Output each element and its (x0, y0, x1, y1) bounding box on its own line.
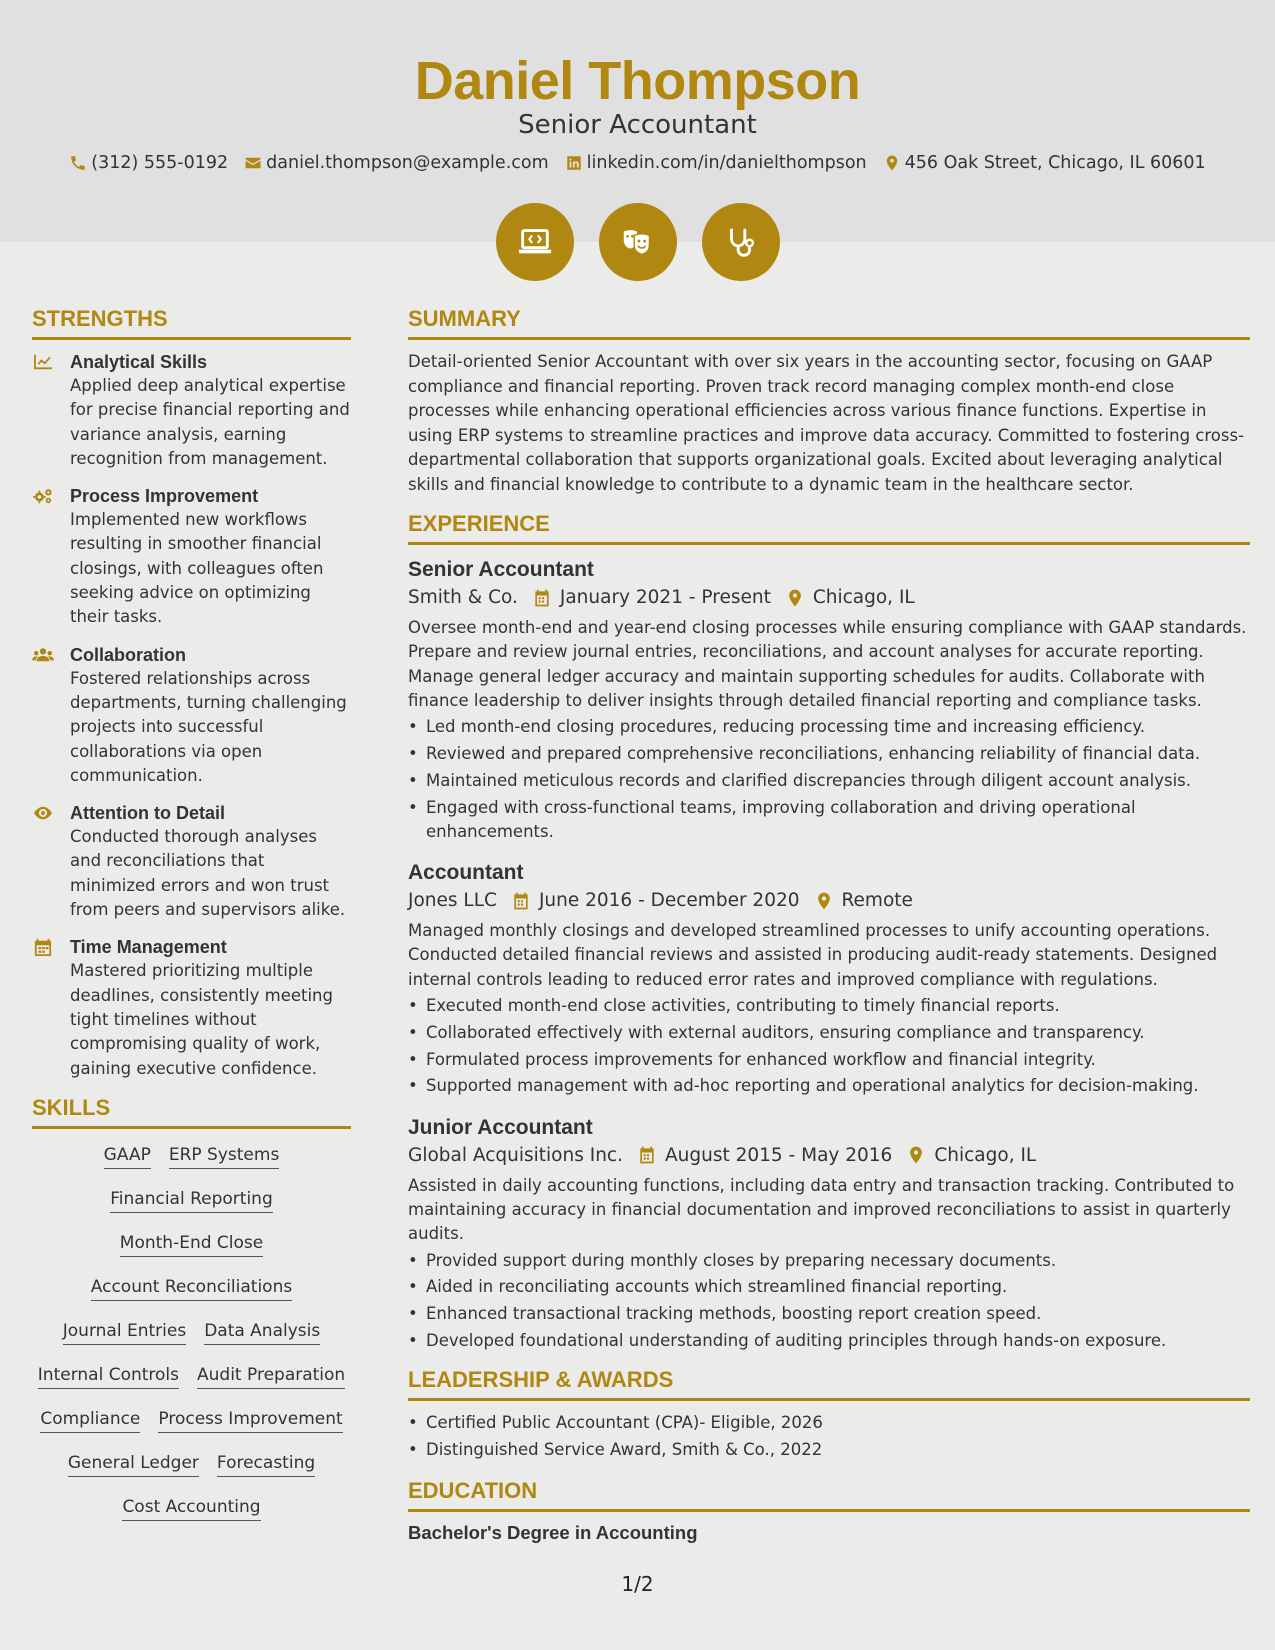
strength-desc: Implemented new workflows resulting in smoother financial closings, with colleagues often seeking advice on optimizing their tasks. (70, 510, 324, 627)
summary-heading: SUMMARY (408, 306, 1250, 340)
calendar-icon (511, 891, 531, 911)
education-heading: EDUCATION (408, 1478, 1250, 1512)
bullet-item: • Engaged with cross-functional teams, improving collaboration and driving operational enhancements. (408, 796, 1250, 845)
summary-text: Detail-oriented Senior Accountant with over six years in the accounting sector, focusing on GAAP compliance and financial reporting. Proven track record managing complex month-end close processes while enhancing operational efficiencies across various finance functions. Expertise in using ERP systems to streamline practices and improve data accuracy. Committed to fostering cross-departmental collaboration that supports organizational goals. Excited about leveraging analytical skills and financial knowledge to contribute to a dynamic team in the healthcare sector. (408, 352, 1245, 494)
bullet-item: • Provided support during monthly closes by preparing necessary documents. (408, 1249, 1250, 1273)
job-description: Oversee month-end and year-end closing processes while ensuring compliance with GAAP standards. Prepare and review journal entries, reconciliations, and account analyses for accurate reporting. Manage general ledger accuracy and maintain supporting schedules for audits. Collaborate with finance leadership to deliver insights through detailed financial reporting and compliance tasks. (408, 618, 1247, 710)
theater-masks-icon (619, 223, 657, 261)
skill-tag: Cost Accounting (122, 1497, 260, 1521)
award-item: • Distinguished Service Award, Smith & Co., 2022 (408, 1438, 1250, 1462)
interest-circle (702, 203, 780, 281)
page-number: 1/2 (621, 1572, 654, 1596)
strength-desc: Fostered relationships across departments, turning challenging projects into successful collaborations via open communication. (70, 668, 347, 785)
interest-icons (0, 203, 1275, 281)
skill-tag: ERP Systems (169, 1145, 279, 1169)
skill-tag: Internal Controls (38, 1365, 179, 1389)
strengths-heading: STRENGTHS (32, 306, 351, 340)
strength-title: Process Improvement (70, 486, 259, 507)
left-column (32, 306, 351, 1521)
contact-email[interactable] (244, 153, 548, 173)
job-entry (408, 1113, 1250, 1354)
skill-tag: Audit Preparation (197, 1365, 345, 1389)
strength-desc: Conducted thorough analyses and reconciliations that minimized errors and won trust from peers and supervisors alike. (70, 827, 346, 920)
chart-line-icon (32, 353, 54, 371)
awards-list (408, 1411, 1250, 1462)
strength-title: Attention to Detail (70, 803, 225, 824)
job-location: Remote (841, 890, 913, 912)
skill-tag: Process Improvement (158, 1409, 342, 1433)
interest-circle (496, 203, 574, 281)
users-icon (32, 646, 54, 664)
skill-tag: Month-End Close (120, 1233, 263, 1257)
contact-row (0, 153, 1275, 173)
linkedin-icon (565, 154, 583, 172)
skill-tag: Compliance (40, 1409, 140, 1433)
phone-icon (69, 154, 87, 172)
contact-address (883, 153, 1206, 173)
job-title: Senior Accountant (408, 558, 594, 581)
bullet-item: • Executed month-end close activities, contributing to timely financial reports. (408, 994, 1250, 1018)
laptop-code-icon (516, 223, 554, 261)
job-description: Assisted in daily accounting functions, including data entry and transaction tracking. Contributed to maintaining accuracy in financial documentation and improved reconciliations to assist in quarterly audits. (408, 1175, 1235, 1244)
contact-phone[interactable] (69, 153, 228, 173)
skill-tag: Journal Entries (63, 1321, 186, 1345)
bullet-item: • Enhanced transactional tracking methods, boosting report creation speed. (408, 1302, 1250, 1326)
strength-desc: Applied deep analytical expertise for precise financial reporting and variance analysis, earning recognition from management. (70, 376, 350, 468)
job-entry (408, 555, 1250, 844)
candidate-name: Daniel Thompson (414, 51, 861, 111)
job-location: Chicago, IL (812, 587, 915, 608)
eye-icon (32, 804, 54, 822)
bullet-item: • Formulated process improvements for enhanced workflow and financial integrity. (408, 1048, 1250, 1072)
bullet-item: • Led month-end closing procedures, reducing processing time and increasing efficiency. (408, 715, 1250, 739)
bullet-item: • Supported management with ad-hoc reporting and operational analytics for decision-making. (408, 1074, 1250, 1098)
strength-title: Collaboration (70, 644, 186, 665)
contact-linkedin-text: linkedin.com/in/danielthompson (586, 153, 867, 173)
bullet-item: • Aided in reconciliating accounts which streamlined financial reporting. (408, 1275, 1250, 1299)
strength-title: Time Management (70, 937, 227, 958)
job-dates: January 2021 - Present (559, 587, 771, 608)
contact-linkedin[interactable] (565, 153, 867, 173)
job-bullets (408, 994, 1250, 1099)
skill-tag: GAAP (104, 1145, 151, 1169)
bullet-item: • Reviewed and prepared comprehensive reconciliations, enhancing reliability of financial data. (408, 742, 1250, 766)
awards-heading: LEADERSHIP & AWARDS (408, 1367, 1250, 1401)
job-title: Junior Accountant (408, 1115, 593, 1139)
contact-address-text: 456 Oak Street, Chicago, IL 60601 (904, 153, 1206, 173)
skill-tag: Data Analysis (204, 1321, 320, 1345)
skills-heading: SKILLS (32, 1095, 351, 1129)
job-company: Smith & Co. (408, 587, 518, 608)
award-item: • Certified Public Accountant (CPA)- Eligible, 2026 (408, 1411, 1250, 1435)
contact-email-text: daniel.thompson@example.com (266, 153, 549, 173)
map-pin-icon (814, 891, 834, 911)
calendar-icon (32, 938, 54, 956)
bullet-item: • Developed foundational understanding of auditing principles through hands-on exposure. (408, 1329, 1250, 1353)
stethoscope-icon (722, 223, 760, 261)
job-entry (408, 858, 1250, 1099)
job-description: Managed monthly closings and developed streamlined processes to unify accounting operations. Conducted detailed financial reviews and assisted in producing audit-ready statements. Designed internal controls leading to reduced error rates and improved compliance with regulations. (408, 921, 1218, 989)
interest-circle (599, 203, 677, 281)
strength-item (32, 935, 351, 1080)
experience-heading: EXPERIENCE (408, 511, 1250, 545)
bullet-item: • Maintained meticulous records and clarified discrepancies through diligent account analysis. (408, 769, 1250, 793)
strength-desc: Mastered prioritizing multiple deadlines, consistently meeting tight timelines without compromising quality of work, gaining executive confidence. (70, 961, 333, 1078)
job-title: Accountant (408, 861, 524, 885)
strength-item (32, 350, 351, 471)
job-company: Jones LLC (408, 890, 497, 912)
job-meta (408, 587, 1250, 608)
job-meta (408, 890, 1250, 911)
strength-item (32, 643, 351, 788)
calendar-icon (532, 588, 552, 608)
skill-tag: Account Reconciliations (91, 1277, 292, 1301)
strength-title: Analytical Skills (70, 352, 208, 372)
skill-tag: Financial Reporting (110, 1189, 273, 1213)
contact-phone-text: (312) 555-0192 (91, 153, 229, 173)
job-dates: August 2015 - May 2016 (664, 1144, 893, 1166)
job-bullets (408, 715, 1250, 844)
job-bullets (408, 1249, 1250, 1354)
strength-item (32, 801, 351, 922)
job-company: Global Acquisitions Inc. (408, 1144, 623, 1166)
map-pin-icon (785, 588, 805, 608)
strength-item (32, 484, 351, 629)
candidate-title: Senior Accountant (518, 110, 757, 140)
skill-tag: General Ledger (68, 1453, 199, 1477)
right-column (408, 306, 1250, 1544)
job-dates: June 2016 - December 2020 (538, 890, 800, 912)
skill-tag: Forecasting (217, 1453, 315, 1477)
map-pin-icon (883, 154, 901, 172)
envelope-icon (244, 154, 262, 172)
calendar-icon (637, 1145, 657, 1165)
job-meta (408, 1145, 1250, 1166)
cogs-icon (32, 487, 54, 505)
bullet-item: • Collaborated effectively with external auditors, ensuring compliance and transparency. (408, 1021, 1250, 1045)
map-pin-icon (906, 1145, 926, 1165)
job-location: Chicago, IL (934, 1144, 1037, 1166)
skills-list (32, 1145, 351, 1521)
education-degree: Bachelor's Degree in Accounting (408, 1522, 698, 1544)
